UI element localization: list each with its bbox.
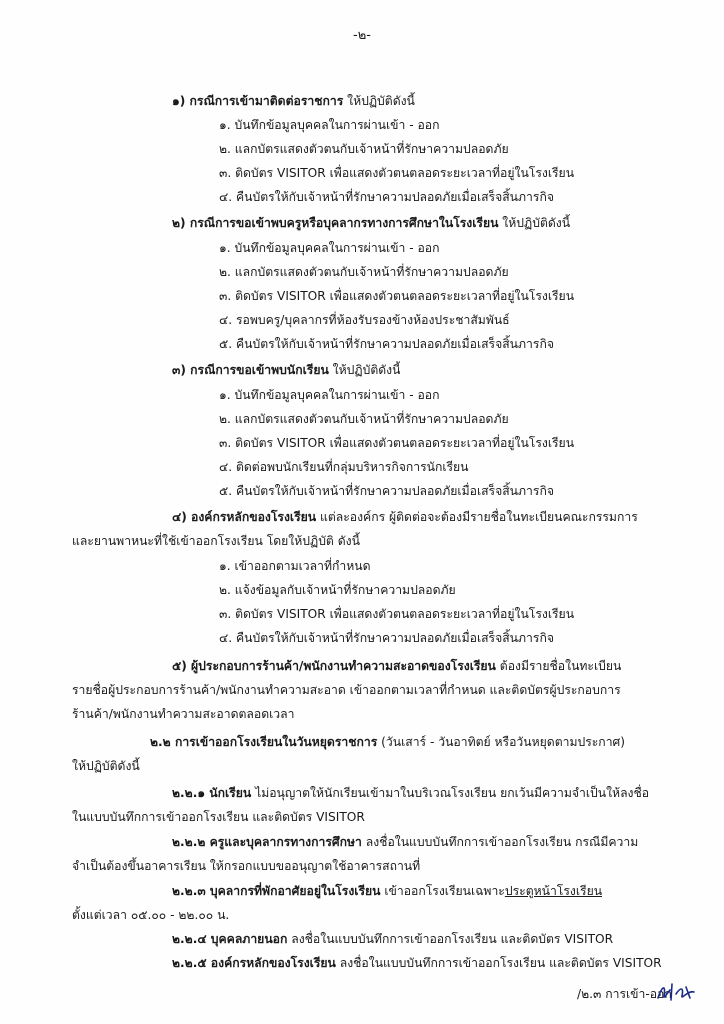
paragraph-2-2-1-text: ไม่อนุญาตให้นักเรียนเข้ามาในบริเวณโรงเรียน ยกเว้นมีความจำเป็นให้ลงชื่อ bbox=[251, 786, 650, 800]
section-1-item: ๓. ติดบัตร VISITOR เพื่อแสดงตัวตนตลอดระยะเวลาที่อยู่ในโรงเรียน bbox=[219, 166, 575, 180]
section-3-tail: ให้ปฏิบัติดังนี้ bbox=[328, 363, 401, 377]
section-4-tail: แต่ละองค์กร ผู้ติดต่อจะต้องมีรายชื่อในทะเบียนคณะกรรมการ bbox=[316, 510, 638, 524]
section-2-heading: ๒) กรณีการขอเข้าพบครูหรือบุคลากรทางการศึกษาในโรงเรียน bbox=[172, 216, 499, 230]
paragraph-2-2-2-continuation: จำเป็นต้องขึ้นอาคารเรียน ให้กรอกแบบขออนุญาตใช้อาคารสถานที่ bbox=[72, 859, 421, 873]
section-2-2-continuation: ให้ปฏิบัติดังนี้ bbox=[72, 759, 140, 773]
paragraph-2-2-4-text: ลงชื่อในแบบบันทึกการเข้าออกโรงเรียน และติดบัตร VISITOR bbox=[287, 932, 614, 946]
section-4-item: ๓. ติดบัตร VISITOR เพื่อแสดงตัวตนตลอดระยะเวลาที่อยู่ในโรงเรียน bbox=[219, 607, 575, 621]
section-1-tail: ให้ปฏิบัติดังนี้ bbox=[343, 94, 415, 108]
paragraph-2-2-5 bbox=[172, 954, 662, 972]
section-1-item: ๔. คืนบัตรให้กับเจ้าหน้าที่รักษาความปลอดภัยเมื่อเสร็จสิ้นภารกิจ bbox=[219, 190, 554, 204]
section-2-item: ๑. บันทึกข้อมูลบุคคลในการผ่านเข้า - ออก bbox=[219, 241, 440, 255]
paragraph-2-2-1 bbox=[172, 784, 649, 802]
section-2-2-heading: ๒.๒ การเข้าออกโรงเรียนในวันหยุดราชการ bbox=[150, 735, 378, 749]
section-5-continuation: รายชื่อผู้ประกอบการร้านค้า/พนักงานทำความสะอาด เข้าออกตามเวลาที่กำหนด และติดบัตรผู้ประกอบการ bbox=[72, 683, 621, 697]
paragraph-2-2-2-heading: ๒.๒.๒ ครูและบุคลากรทางการศึกษา bbox=[172, 835, 362, 849]
paragraph-2-2-2-text: ลงชื่อในแบบบันทึกการเข้าออกโรงเรียน กรณีมีความ bbox=[361, 835, 639, 849]
paragraph-2-2-1-continuation: ในแบบบันทึกการเข้าออกโรงเรียน และติดบัตร VISITOR bbox=[72, 810, 365, 824]
section-2-item: ๕. คืนบัตรให้กับเจ้าหน้าที่รักษาความปลอดภัยเมื่อเสร็จสิ้นภารกิจ bbox=[219, 337, 554, 351]
section-1-item: ๒. แลกบัตรแสดงตัวตนกับเจ้าหน้าที่รักษาความปลอดภัย bbox=[219, 142, 509, 156]
paragraph-2-2-3-continuation: ตั้งแต่เวลา ๐๕.๐๐ - ๒๒.๐๐ น. bbox=[72, 908, 230, 922]
section-3-item: ๕. คืนบัตรให้กับเจ้าหน้าที่รักษาความปลอดภัยเมื่อเสร็จสิ้นภารกิจ bbox=[219, 484, 554, 498]
paragraph-2-2-5-text: ลงชื่อในแบบบันทึกการเข้าออกโรงเรียน และติดบัตร VISITOR bbox=[335, 956, 662, 970]
paragraph-2-2-4 bbox=[172, 930, 613, 948]
section-2-item: ๔. รอพบครู/บุคลากรที่ห้องรับรองข้างห้องประชาสัมพันธ์ bbox=[219, 313, 510, 327]
paragraph-2-2-3-heading: ๒.๒.๓ บุคลากรที่พักอาศัยอยู่ในโรงเรียน bbox=[172, 884, 381, 898]
paragraph-2-2-5-heading: ๒.๒.๕ องค์กรหลักของโรงเรียน bbox=[172, 956, 336, 970]
section-2-2-tail: (วันเสาร์ - วันอาทิตย์ หรือวันหยุดตามประกาศ) bbox=[377, 735, 626, 749]
section-2-item: ๓. ติดบัตร VISITOR เพื่อแสดงตัวตนตลอดระยะเวลาที่อยู่ในโรงเรียน bbox=[219, 289, 575, 303]
section-3-item: ๑. บันทึกข้อมูลบุคคลในการผ่านเข้า - ออก bbox=[219, 388, 440, 402]
section-4-continuation: และยานพาหนะที่ใช้เข้าออกโรงเรียน โดยให้ปฏิบัติ ดังนี้ bbox=[72, 534, 360, 548]
section-4-heading-line bbox=[172, 508, 638, 526]
paragraph-2-2-3 bbox=[172, 882, 602, 900]
section-5-continuation: ร้านค้า/พนักงานทำความสะอาดตลอดเวลา bbox=[72, 707, 295, 721]
section-1-heading-line bbox=[172, 92, 415, 110]
section-3-heading: ๓) กรณีการขอเข้าพบนักเรียน bbox=[172, 363, 329, 377]
paragraph-2-2-3-underlined: ประตูหน้าโรงเรียน bbox=[504, 884, 603, 898]
section-2-2-heading-line bbox=[150, 733, 625, 751]
paragraph-2-2-1-heading: ๒.๒.๑ นักเรียน bbox=[172, 786, 252, 800]
section-5-heading-line bbox=[172, 657, 621, 675]
handwritten-signature bbox=[654, 978, 700, 1004]
section-1-heading: ๑) กรณีการเข้ามาติดต่อราชการ bbox=[172, 94, 344, 108]
section-3-item: ๒. แลกบัตรแสดงตัวตนกับเจ้าหน้าที่รักษาความปลอดภัย bbox=[219, 412, 509, 426]
section-1-item: ๑. บันทึกข้อมูลบุคคลในการผ่านเข้า - ออก bbox=[219, 118, 440, 132]
section-5-heading: ๕) ผู้ประกอบการร้านค้า/พนักงานทำความสะอาดของโรงเรียน bbox=[172, 659, 496, 673]
paragraph-2-2-4-heading: ๒.๒.๔ บุคคลภายนอก bbox=[172, 932, 288, 946]
section-3-item: ๓. ติดบัตร VISITOR เพื่อแสดงตัวตนตลอดระยะเวลาที่อยู่ในโรงเรียน bbox=[219, 436, 575, 450]
section-2-tail: ให้ปฏิบัติดังนี้ bbox=[498, 216, 571, 230]
section-3-heading-line bbox=[172, 361, 400, 379]
paragraph-2-2-2 bbox=[172, 833, 638, 851]
section-4-item: ๑. เข้าออกตามเวลาที่กำหนด bbox=[219, 559, 371, 573]
section-3-item: ๔. ติดต่อพบนักเรียนที่กลุ่มบริหารกิจการนักเรียน bbox=[219, 460, 469, 474]
section-4-item: ๒. แจ้งข้อมูลกับเจ้าหน้าที่รักษาความปลอดภัย bbox=[219, 583, 456, 597]
section-2-heading-line bbox=[172, 214, 570, 232]
page-number: -๒- bbox=[353, 28, 371, 43]
section-4-item: ๔. คืนบัตรให้กับเจ้าหน้าที่รักษาความปลอดภัยเมื่อเสร็จสิ้นภารกิจ bbox=[219, 631, 554, 645]
section-2-item: ๒. แลกบัตรแสดงตัวตนกับเจ้าหน้าที่รักษาความปลอดภัย bbox=[219, 265, 509, 279]
footer-continuation: /๒.๓ การเข้า-ออก bbox=[577, 987, 672, 1001]
section-5-tail: ต้องมีรายชื่อในทะเบียน bbox=[495, 659, 622, 673]
paragraph-2-2-3-text: เข้าออกโรงเรียนเฉพาะ bbox=[380, 884, 505, 898]
section-4-heading: ๔) องค์กรหลักของโรงเรียน bbox=[172, 510, 317, 524]
